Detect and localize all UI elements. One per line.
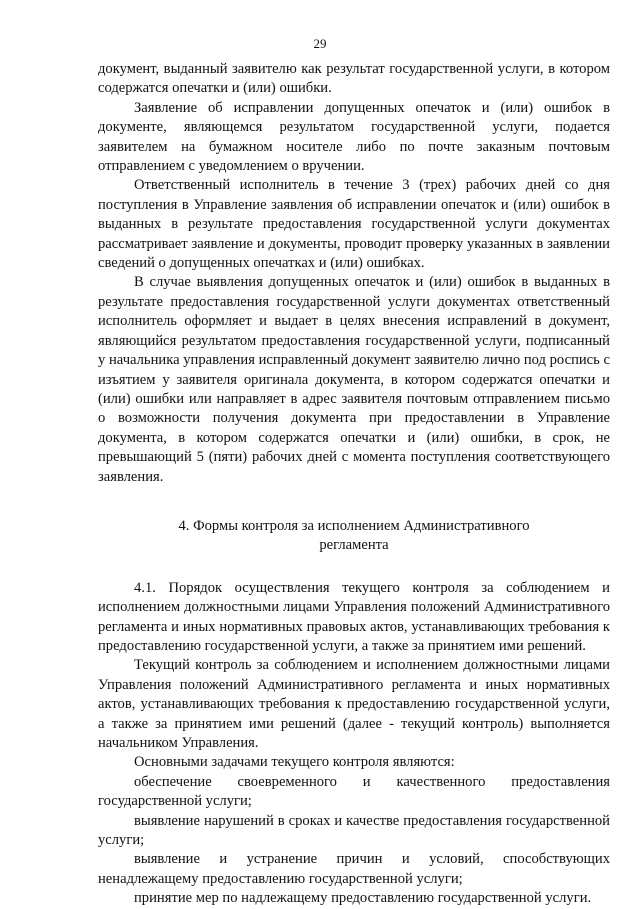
list-item-task: выявление нарушений в сроках и качестве предоставления государственной услуги;: [98, 812, 610, 849]
paragraph-current-control: Текущий контроль за соблюдением и исполнением должностными лицами Управления положений Административного регламента и иных нормативных актов, устанавливающих требования к предоставлению государственной услуги, а также за принятием ими решений (далее - текущий контроль) выполняется начальником Управления.: [98, 657, 610, 751]
list-item-task: принятие мер по надлежащему предоставлению государственной услуги.: [134, 890, 592, 907]
paragraph-correction-procedure: В случае выявления допущенных опечаток и (или) ошибок в выданных в результате предоставления государственной услуги документах ответственный исполнитель оформляет и выдает в целях внесения исправлений в документ, являющийся результатом предоставления государственной услуги, подписанный у начальника управления исправленный документ заявителю лично под роспись с изъятием у заявителя оригинала документа, в котором содержатся опечатки и (или) ошибки или направляет в адрес заявителя почтовым отправлением письмо о возможности получения документа при предоставлении в Управление документа, в котором содержатся опечатки и (или) ошибки, в срок, не превышающий 5 (пяти) рабочих дней с момента поступления соответствующего заявления.: [98, 274, 610, 485]
page-number: 29: [313, 36, 327, 51]
section-heading: 4. Формы контроля за исполнением Административного регламента: [178, 517, 530, 554]
paragraph-tasks-intro: Основными задачами текущего контроля являются:: [134, 754, 455, 771]
list-item-task: выявление и устранение причин и условий, способствующих ненадлежащему предоставлению государственной услуги;: [98, 851, 610, 887]
list-item-task: обеспечение своевременного и качественного предоставления государственной услуги;: [98, 773, 610, 810]
paragraph-review-period: Ответственный исполнитель в течение 3 (трех) рабочих дней со дня поступления в Управление заявления об исправлении опечаток и (или) ошибок в выданных в результате предоставления государственной услуги документах рассматривает заявление и документы, проводит проверку указанных в заявлении сведений о допущенных опечатках и (или) ошибках.: [98, 177, 610, 272]
paragraph-continuation: документ, выданный заявителю как результат государственной услуги, в котором содержатся опечатки и (или) ошибки.: [98, 61, 610, 97]
paragraph-control-procedure: 4.1. Порядок осуществления текущего контроля за соблюдением и исполнением должностными лицами Управления положений Административного регламента и иных нормативных правовых актов, устанавливающих требования к предоставлению государственной услуги, а также за принятием ими решений.: [98, 579, 610, 654]
document-body: [98, 60, 610, 909]
paragraph-correction-application: Заявление об исправлении допущенных опечаток и (или) ошибок в документе, являющемся результатом государственной услуги, подается заявителем на бумажном носителе либо по почте заказным почтовым отправлением с уведомлением о вручении.: [98, 99, 610, 175]
